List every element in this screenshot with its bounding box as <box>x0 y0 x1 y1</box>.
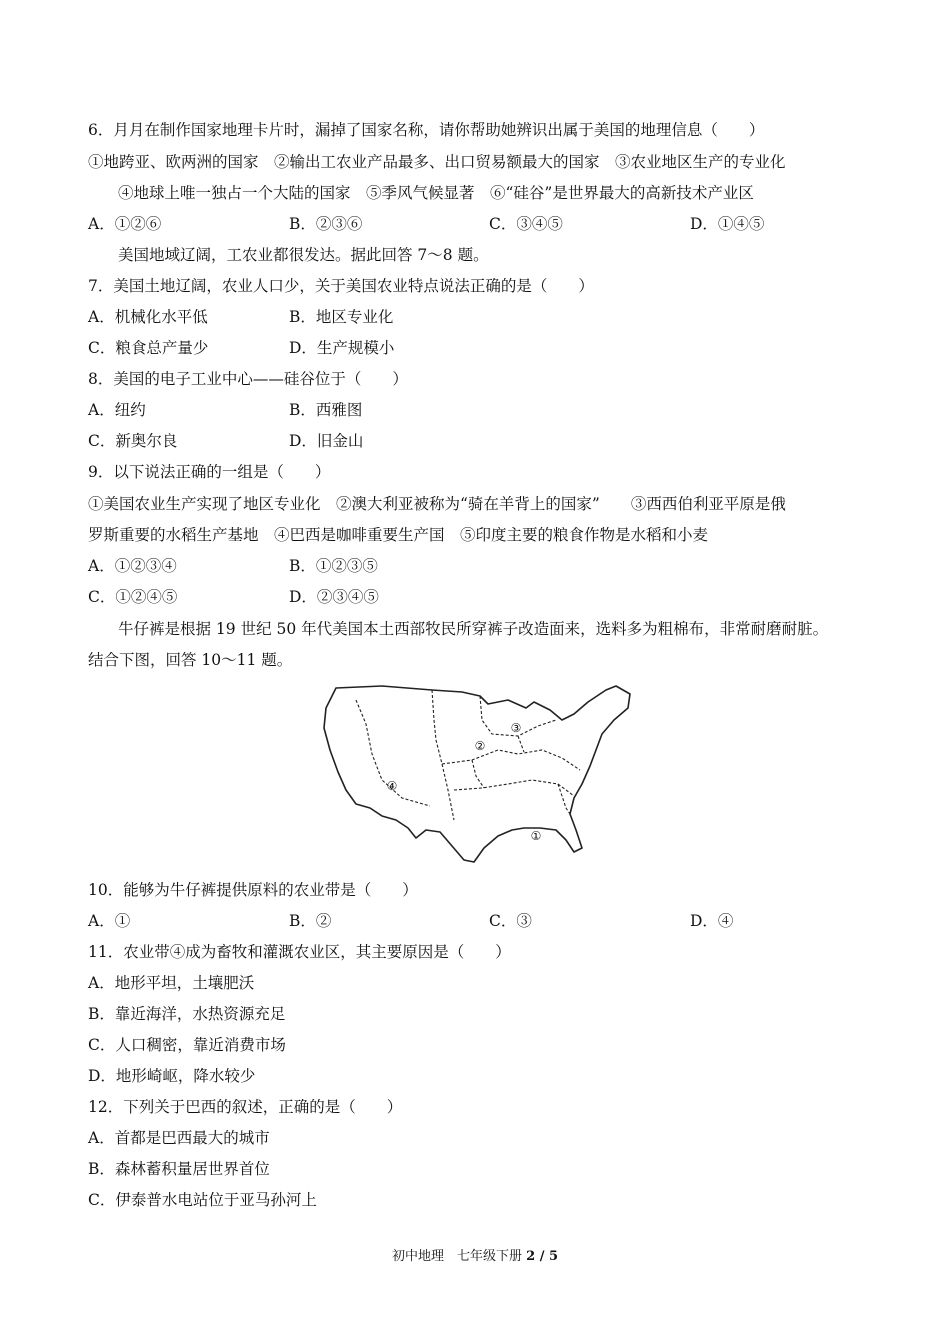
q11-option-d: D．地形崎岖，降水较少 <box>88 1067 256 1085</box>
q12-stem: 12．下列关于巴西的叙述，正确的是（ ） <box>88 1098 403 1116</box>
belt-boundaries <box>356 690 580 820</box>
q11-stem: 11．农业带④成为畜牧和灌溉农业区，其主要原因是（ ） <box>88 943 511 961</box>
q6-option-b: B．②③⑥ <box>289 215 363 233</box>
q10-option-a: A．① <box>88 912 131 930</box>
q6-option-c: C．③④⑤ <box>489 215 563 233</box>
map-label-2: ② <box>474 739 486 753</box>
q9-option-c: C．①②④⑤ <box>88 588 178 606</box>
page-footer <box>0 1248 950 1266</box>
q6-option-d: D．①④⑤ <box>690 215 765 233</box>
map-label-3: ③ <box>510 721 522 735</box>
q10-stem: 10．能够为牛仔裤提供原料的农业带是（ ） <box>88 881 418 899</box>
q6-info-line-1: ①地跨亚、欧两洲的国家 ②输出工农业产品最多、出口贸易额最大的国家 ③农业地区生产的专业化 <box>88 153 786 171</box>
q8-stem: 8．美国的电子工业中心——硅谷位于（ ） <box>88 370 408 388</box>
q9-option-a: A．①②③④ <box>88 557 177 575</box>
intro-10-11-line-1: 牛仔裤是根据 19 世纪 50 年代美国本土西部牧民所穿裤子改造面来，选料多为粗棉布，非常耐磨耐脏。 <box>118 620 829 638</box>
q9-info-line-1: ①美国农业生产实现了地区专业化 ②澳大利亚被称为“骑在羊背上的国家” ③西西伯利亚平原是俄 <box>88 495 786 513</box>
q10-option-d: D．④ <box>690 912 734 930</box>
q7-option-d: D．生产规模小 <box>289 339 395 357</box>
footer-text: 初中地理 七年级下册 <box>391 1249 522 1264</box>
q6-option-a: A．①②⑥ <box>88 215 162 233</box>
q10-option-c: C．③ <box>489 912 532 930</box>
q8-option-c: C．新奥尔良 <box>88 432 178 450</box>
q6-info-line-2: ④地球上唯一独占一个大陆的国家 ⑤季风气候显著 ⑥“硅谷”是世界最大的高新技术产业区 <box>118 184 754 202</box>
q9-option-d: D．②③④⑤ <box>289 588 379 606</box>
q10-option-b: B．② <box>289 912 332 930</box>
q11-option-a: A．地形平坦，土壤肥沃 <box>88 974 255 992</box>
intro-10-11-line-2: 结合下图，回答 10～11 题。 <box>88 651 293 669</box>
footer-page-number: 2 / 5 <box>526 1249 559 1264</box>
usa-agricultural-belts-map <box>312 680 638 870</box>
q11-option-c: C．人口稠密，靠近消费市场 <box>88 1036 286 1054</box>
q7-option-c: C．粮食总产量少 <box>88 339 209 357</box>
q9-stem: 9．以下说法正确的一组是（ ） <box>88 463 331 481</box>
q7-option-b: B．地区专业化 <box>289 308 394 326</box>
q8-option-a: A．纽约 <box>88 401 146 419</box>
map-label-4: ④ <box>386 779 398 793</box>
q8-option-b: B．西雅图 <box>289 401 363 419</box>
q7-option-a: A．机械化水平低 <box>88 308 208 326</box>
q12-option-a: A．首都是巴西最大的城市 <box>88 1129 270 1147</box>
usa-outline <box>324 686 630 862</box>
map-label-1: ① <box>530 829 542 843</box>
q8-option-d: D．旧金山 <box>289 432 364 450</box>
q9-info-line-2: 罗斯重要的水稻生产基地 ④巴西是咖啡重要生产国 ⑤印度主要的粮食作物是水稻和小麦 <box>88 526 709 544</box>
q12-option-b: B．森林蓄积量居世界首位 <box>88 1160 270 1178</box>
q7-stem: 7．美国土地辽阔，农业人口少，关于美国农业特点说法正确的是（ ） <box>88 277 594 295</box>
q11-option-b: B．靠近海洋，水热资源充足 <box>88 1005 286 1023</box>
q9-option-b: B．①②③⑤ <box>289 557 378 575</box>
q6-stem: 6．月月在制作国家地理卡片时，漏掉了国家名称，请你帮助她辨识出属于美国的地理信息（ ） <box>88 121 765 139</box>
intro-7-8: 美国地域辽阔，工农业都很发达。据此回答 7～8 题。 <box>118 246 489 264</box>
q12-option-c: C．伊泰普水电站位于亚马孙河上 <box>88 1191 317 1209</box>
